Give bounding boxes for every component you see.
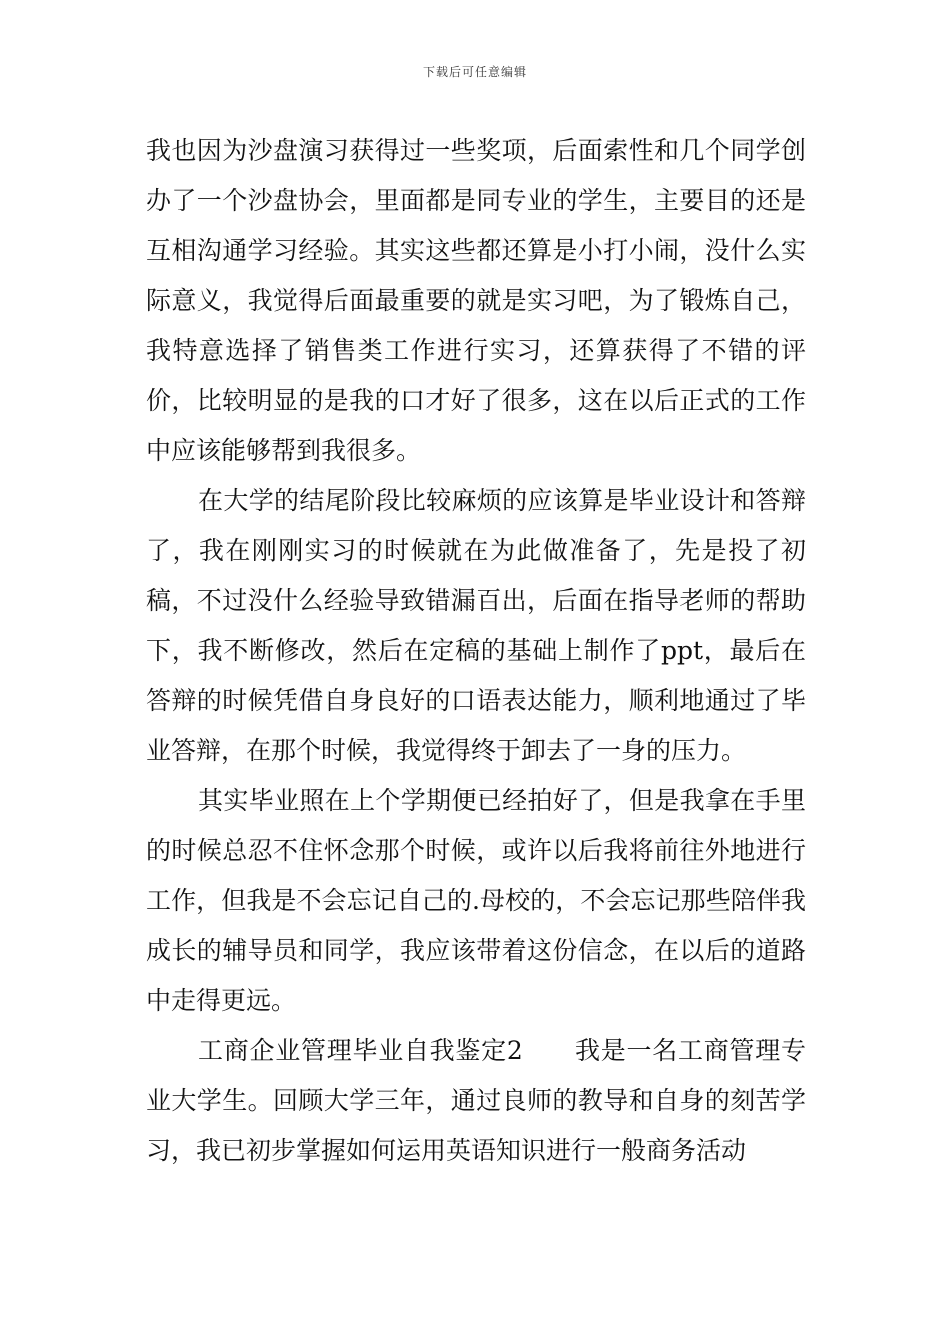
paragraph-graduation-photo: 其实毕业照在上个学期便已经拍好了，但是我拿在手里的时候总忍不住怀念那个时候，或许以后我将前往外地进行工作，但我是不会忘记自己的.母校的，不会忘记那些陪伴我成长的辅导员和同学，我应该带着这份信念，在以后的道路中走得更远。 [146,786,806,1015]
page-header: 下载后可任意编辑 [422,65,527,79]
paragraph-self-evaluation-2: 工商企业管理毕业自我鉴定2 我是一名工商管理专业大学生。回顾大学三年，通过良师的教导和自身的刻苦学习，我已初步掌握如何运用英语知识进行一般商务活动 [146,1036,806,1165]
paragraph-graduation-design: 在大学的结尾阶段比较麻烦的应该算是毕业设计和答辩了，我在刚刚实习的时候就在为此做准备了，先是投了初稿，不过没什么经验导致错漏百出，后面在指导老师的帮助下，我不断修改，然后在定稿的基础上制作了ppt，最后在答辩的时候凭借自身良好的口语表达能力，顺利地通过了毕业答辩，在那个时候，我觉得终于卸去了一身的压力。 [146,486,806,765]
paragraph-sandbox-and-internship: 我也因为沙盘演习获得过一些奖项，后面索性和几个同学创办了一个沙盘协会，里面都是同专业的学生，主要目的还是互相沟通学习经验。其实这些都还算是小打小闹，没什么实际意义，我觉得后面最重要的就是实习吧，为了锻炼自己，我特意选择了销售类工作进行实习，还算获得了不错的评价，比较明显的是我的口才好了很多，这在以后正式的工作中应该能够帮到我很多。 [146,136,806,465]
document-body [146,126,806,1176]
